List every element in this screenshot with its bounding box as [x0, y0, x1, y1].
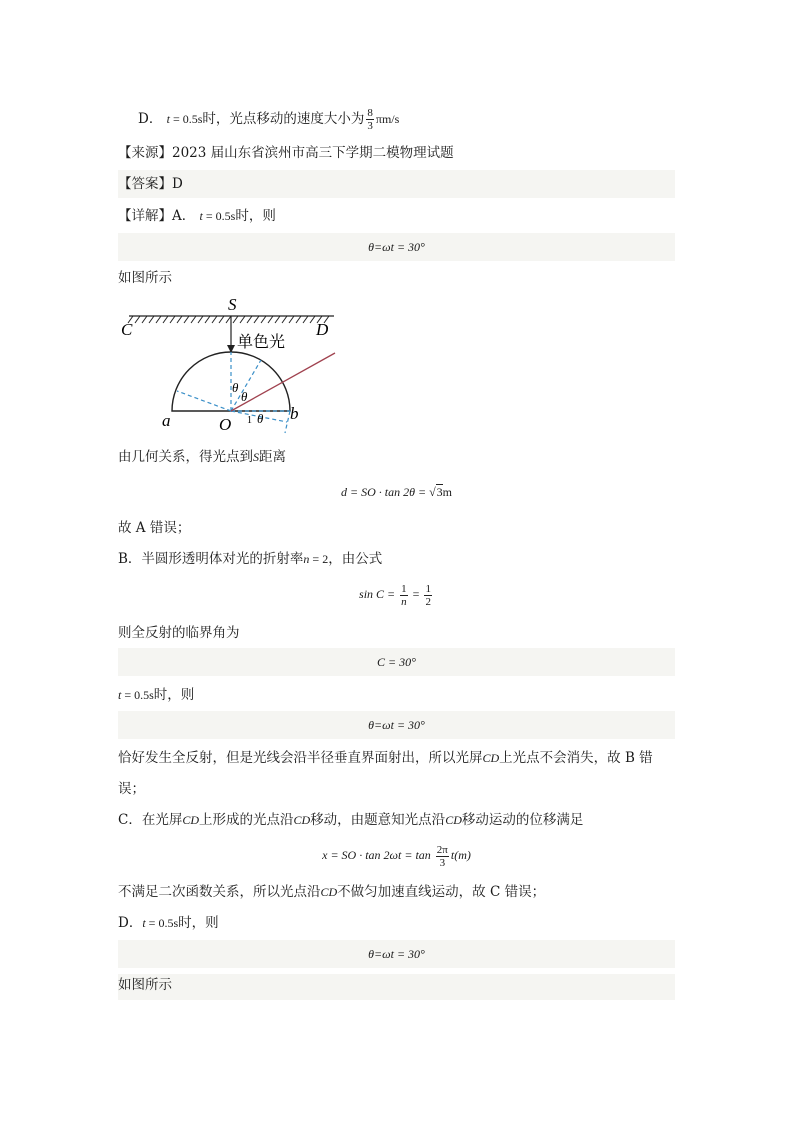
answer-line — [118, 170, 675, 198]
fraction-2pi-over-3 — [436, 844, 449, 869]
figure-caption-2 — [118, 974, 675, 1000]
geometry-line — [118, 446, 675, 468]
figure-caption-1 — [118, 267, 675, 289]
detail-c-head: C．在光屏 — [118, 812, 183, 828]
equation-C-text: C = 30° — [377, 655, 416, 669]
answer-text: 【答案】D — [118, 176, 183, 192]
hatch-mark — [135, 316, 140, 323]
label-theta-2: θ — [241, 389, 248, 404]
hatch-mark — [142, 316, 147, 323]
hatch-mark — [212, 316, 217, 323]
refractive-index-variable: n — [303, 552, 310, 566]
detail-b-time-line — [118, 684, 675, 706]
sqrt-sign: √ — [429, 485, 436, 499]
detail-d-head: D． — [118, 915, 143, 931]
screen-hatching — [128, 316, 329, 323]
label-S: S — [228, 295, 237, 314]
hatch-mark — [254, 316, 259, 323]
label-D: D — [316, 320, 329, 339]
b-conclusion-line-1 — [118, 747, 675, 769]
time-variable: t — [166, 112, 170, 126]
fraction-num: 1 — [401, 582, 407, 595]
screen-CD: CD — [182, 813, 200, 827]
c-conclusion-text: 不满足二次函数关系，所以光点沿 — [118, 884, 321, 900]
fraction-den: 2 — [425, 595, 431, 608]
detail-b-line — [118, 548, 675, 570]
hatch-mark — [275, 316, 280, 323]
critical-angle-text: 则全反射的临界角为 — [118, 625, 240, 641]
hatch-mark — [163, 316, 168, 323]
fraction-num: 1 — [425, 582, 431, 595]
c-conclusion-line — [118, 881, 675, 903]
distance-unit: m — [442, 485, 453, 499]
fraction-num: 2π — [436, 843, 448, 856]
speed-fraction-numerator: 8 — [367, 107, 373, 119]
hatch-mark — [233, 316, 238, 323]
speed-fraction-denominator: 3 — [367, 120, 373, 132]
detail-c-mid-1: 上形成的光点沿 — [199, 812, 294, 828]
fraction-1-over-n — [400, 583, 408, 608]
label-one: 1 — [247, 415, 252, 426]
equation-theta-3-text: θ=ωt = 30° — [368, 947, 425, 961]
detail-b-head: B．半圆形透明体对光的折射率 — [118, 551, 304, 567]
hatch-mark — [268, 316, 273, 323]
b-conclusion-line-2 — [118, 778, 675, 800]
hatch-mark — [198, 316, 203, 323]
label-theta-1: θ — [232, 380, 239, 395]
detail-a-head: 【详解】A． — [118, 208, 196, 224]
time-value: = 0.5s — [121, 688, 154, 702]
hatch-mark — [191, 316, 196, 323]
speed-unit: πm/s — [375, 112, 400, 126]
equation-distance-text: d = SO · tan 2θ = — [340, 485, 430, 499]
equation-theta-1-text: θ=ωt = 30° — [368, 240, 425, 254]
speed-fraction — [366, 107, 374, 132]
equation-theta-2-text: θ=ωt = 30° — [368, 718, 425, 732]
point-S: S — [253, 450, 259, 464]
time-value: = 0.5s — [202, 209, 236, 223]
geometry-tail: 距离 — [259, 449, 286, 465]
equals-sign: = — [409, 587, 423, 601]
label-theta-3: θ — [257, 411, 264, 426]
source-line — [118, 144, 675, 162]
optics-diagram-svg — [119, 295, 337, 437]
hatch-mark — [226, 316, 231, 323]
option-d-prefix: D． — [138, 111, 163, 127]
fraction-den: n — [401, 595, 407, 608]
hatch-mark — [156, 316, 161, 323]
hatch-mark — [296, 316, 301, 323]
equation-sinC-lhs: sin C = — [359, 587, 399, 601]
time-value: = 0.5s — [169, 112, 203, 126]
detail-c-line — [118, 809, 675, 831]
hatch-mark — [289, 316, 294, 323]
detail-b-time-tail: 时，则 — [153, 687, 195, 703]
detail-d-tail: 时，则 — [178, 915, 219, 931]
hatch-mark — [219, 316, 224, 323]
equation-x — [118, 837, 675, 873]
time-variable: t — [199, 209, 203, 223]
equation-C — [118, 648, 675, 676]
refractive-index-value: = 2 — [309, 552, 329, 566]
screen-CD: CD — [445, 813, 462, 827]
time-variable: t — [118, 688, 122, 702]
equation-sinC — [118, 576, 675, 612]
equation-x-tail: t(m) — [450, 848, 471, 862]
a-conclusion-text: 故 A 错误； — [118, 520, 191, 536]
hatch-mark — [261, 316, 266, 323]
b-conclusion-text-2: 误； — [118, 781, 145, 797]
screen-CD: CD — [293, 813, 311, 827]
label-b: b — [290, 404, 299, 423]
label-monochromatic-light: 单色光 — [237, 332, 286, 351]
optics-diagram — [119, 295, 337, 437]
equation-theta-3 — [118, 940, 675, 968]
b-conclusion-tail: 上光点不会消失，故 B 错 — [499, 750, 653, 766]
option-d-text: 时，光点移动的速度大小为 — [202, 111, 365, 127]
fraction-den: 3 — [439, 856, 446, 869]
c-conclusion-tail: 不做匀加速直线运动，故 C 错误； — [337, 884, 546, 900]
hatch-mark — [247, 316, 252, 323]
detail-d-line — [118, 912, 675, 934]
time-variable: t — [142, 916, 146, 930]
fraction-1-over-2 — [424, 583, 432, 608]
equation-theta-2 — [118, 711, 675, 739]
b-conclusion-text-1: 恰好发生全反射，但是光线会沿半径垂直界面射出，所以光屏 — [118, 750, 483, 766]
equation-distance — [118, 477, 675, 507]
critical-angle-line — [118, 622, 675, 644]
a-conclusion-line — [118, 517, 675, 539]
dashed-line — [177, 391, 231, 411]
geometry-text: 由几何关系，得光点到 — [118, 449, 253, 465]
equation-theta-1 — [118, 233, 675, 261]
figure-caption-2-text: 如图所示 — [118, 977, 172, 993]
hatch-mark — [170, 316, 175, 323]
equation-x-lhs: x = SO · tan 2ωt = tan — [322, 848, 434, 862]
hatch-mark — [177, 316, 182, 323]
hatch-mark — [205, 316, 210, 323]
label-O: O — [219, 415, 232, 434]
label-a: a — [162, 411, 171, 430]
hatch-mark — [303, 316, 308, 323]
screen-CD: CD — [320, 885, 338, 899]
detail-c-tail: 移动运动的位移满足 — [461, 812, 584, 828]
sqrt-value: 3 — [436, 485, 443, 499]
hatch-mark — [310, 316, 315, 323]
screen-CD: CD — [482, 751, 500, 765]
source-text: 【来源】2023 届山东省滨州市高三下学期二模物理试题 — [118, 145, 454, 161]
detail-b-tail: ，由公式 — [328, 551, 383, 567]
time-value: = 0.5s — [145, 916, 179, 930]
hatch-mark — [184, 316, 189, 323]
detail-c-mid-2: 移动，由题意知光点沿 — [310, 812, 446, 828]
hatch-mark — [282, 316, 287, 323]
hatch-mark — [149, 316, 154, 323]
option-d-line — [118, 107, 675, 131]
detail-a-tail: 时，则 — [235, 208, 276, 224]
figure-caption-1-text: 如图所示 — [118, 270, 172, 286]
detail-a-line — [118, 205, 675, 227]
hatch-mark — [240, 316, 245, 323]
label-C: C — [121, 320, 133, 339]
